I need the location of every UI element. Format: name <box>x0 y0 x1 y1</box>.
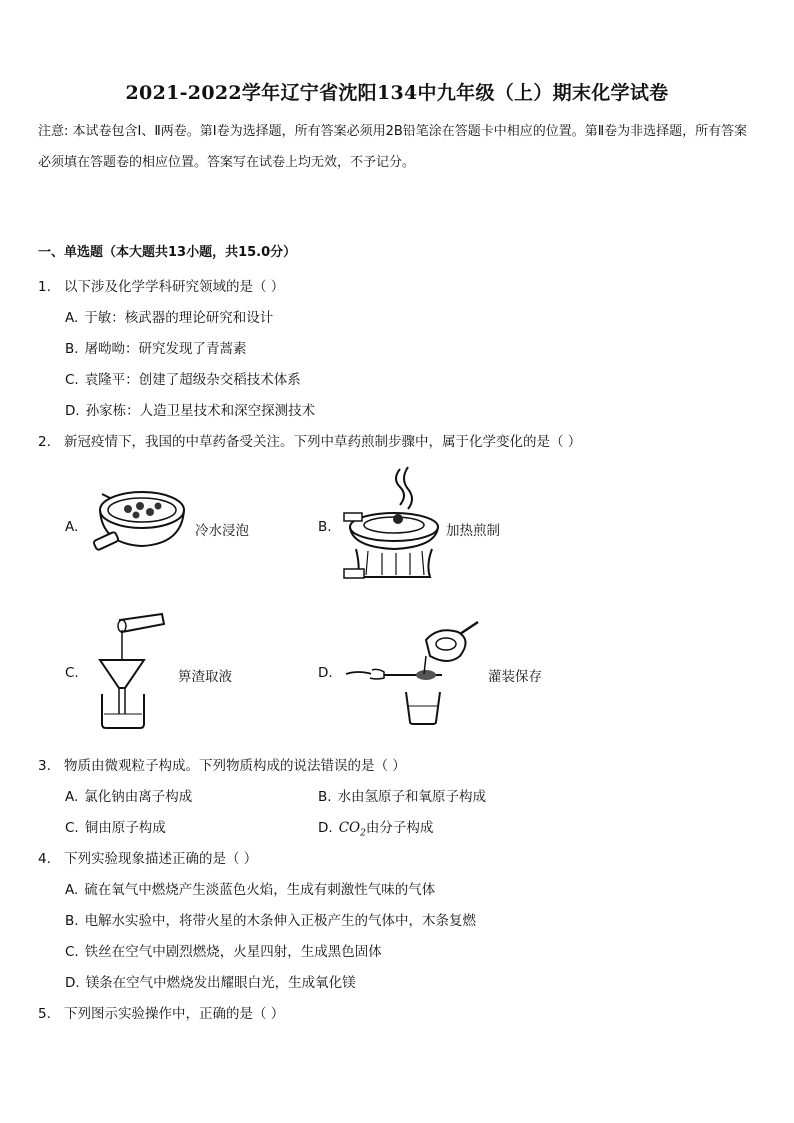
question-number: 4. <box>38 851 51 867</box>
option-4d[interactable]: D. 镁条在空气中燃烧发出耀眼白光，生成氧化镁 <box>65 975 356 991</box>
co2-formula: $CO_2$ <box>338 820 366 839</box>
option-2a-caption: 冷水浸泡 <box>195 523 249 539</box>
option-1a[interactable]: A. 于敏：核武器的理论研究和设计 <box>65 310 274 326</box>
question-3 <box>38 754 406 774</box>
pour-storage-icon <box>344 618 484 728</box>
filter-funnel-icon <box>92 610 174 730</box>
option-3d[interactable]: D. $CO_2$由分子构成 <box>318 820 434 839</box>
question-number: 3. <box>38 758 51 774</box>
option-3b[interactable]: B. 水由氢原子和氧原子构成 <box>318 789 487 805</box>
option-2d-caption: 灌装保存 <box>488 669 542 685</box>
question-5 <box>38 1002 284 1022</box>
section-heading: 一、单选题（本大题共13小题，共15.0分） <box>38 245 297 260</box>
option-2d-label[interactable]: D. <box>318 665 333 681</box>
question-text: 下列图示实验操作中，正确的是（ ） <box>64 1006 285 1022</box>
question-text: 以下涉及化学学科研究领域的是（ ） <box>64 279 285 295</box>
exam-notice: 注意: 本试卷包含Ⅰ、Ⅱ两卷。第Ⅰ卷为选择题，所有答案必须用2B铅笔涂在答题卡中相应的位置。第Ⅱ卷为非选择题，所有答案必须填在答题卷的相应位置。答案写在试卷上均无效，不予记分。 <box>38 124 748 170</box>
option-4a[interactable]: A. 硫在氧气中燃烧产生淡蓝色火焰，生成有刺激性气味的气体 <box>65 882 436 898</box>
question-text: 物质由微观粒子构成。下列物质构成的说法错误的是（ ） <box>64 758 406 774</box>
question-text: 新冠疫情下，我国的中草药备受关注。下列中草药煎制步骤中，属于化学变化的是（ ） <box>64 434 582 450</box>
option-3a[interactable]: A. 氯化钠由离子构成 <box>65 789 193 805</box>
option-2b-caption: 加热煎制 <box>446 523 500 539</box>
question-2 <box>38 430 581 450</box>
exam-title: 2021-2022学年辽宁省沈阳134中九年级（上）期末化学试卷 <box>125 82 669 104</box>
option-3c[interactable]: C. 铜由原子构成 <box>65 820 166 836</box>
question-4 <box>38 847 257 867</box>
option-1d[interactable]: D. 孙家栋：人造卫星技术和深空探测技术 <box>65 403 316 419</box>
question-text: 下列实验现象描述正确的是（ ） <box>64 851 258 867</box>
heating-pot-icon <box>338 465 446 585</box>
option-2b-label[interactable]: B. <box>318 519 332 535</box>
option-1c[interactable]: C. 袁隆平：创建了超级杂交稻技术体系 <box>65 372 301 388</box>
question-1 <box>38 275 284 295</box>
option-4c[interactable]: C. 铁丝在空气中剧烈燃烧，火星四射，生成黑色固体 <box>65 944 382 960</box>
option-2c-caption: 箅渣取液 <box>178 669 232 685</box>
option-4b[interactable]: B. 电解水实验中，将带火星的木条伸入正极产生的气体中，木条复燃 <box>65 913 477 929</box>
question-number: 2. <box>38 434 51 450</box>
question-number: 5. <box>38 1006 51 1022</box>
option-2a-label[interactable]: A. <box>65 519 79 535</box>
option-1b[interactable]: B. 屠呦呦：研究发现了青蒿素 <box>65 341 247 357</box>
soaking-pot-icon <box>92 482 192 562</box>
question-number: 1. <box>38 279 51 295</box>
option-2c-label[interactable]: C. <box>65 665 79 681</box>
